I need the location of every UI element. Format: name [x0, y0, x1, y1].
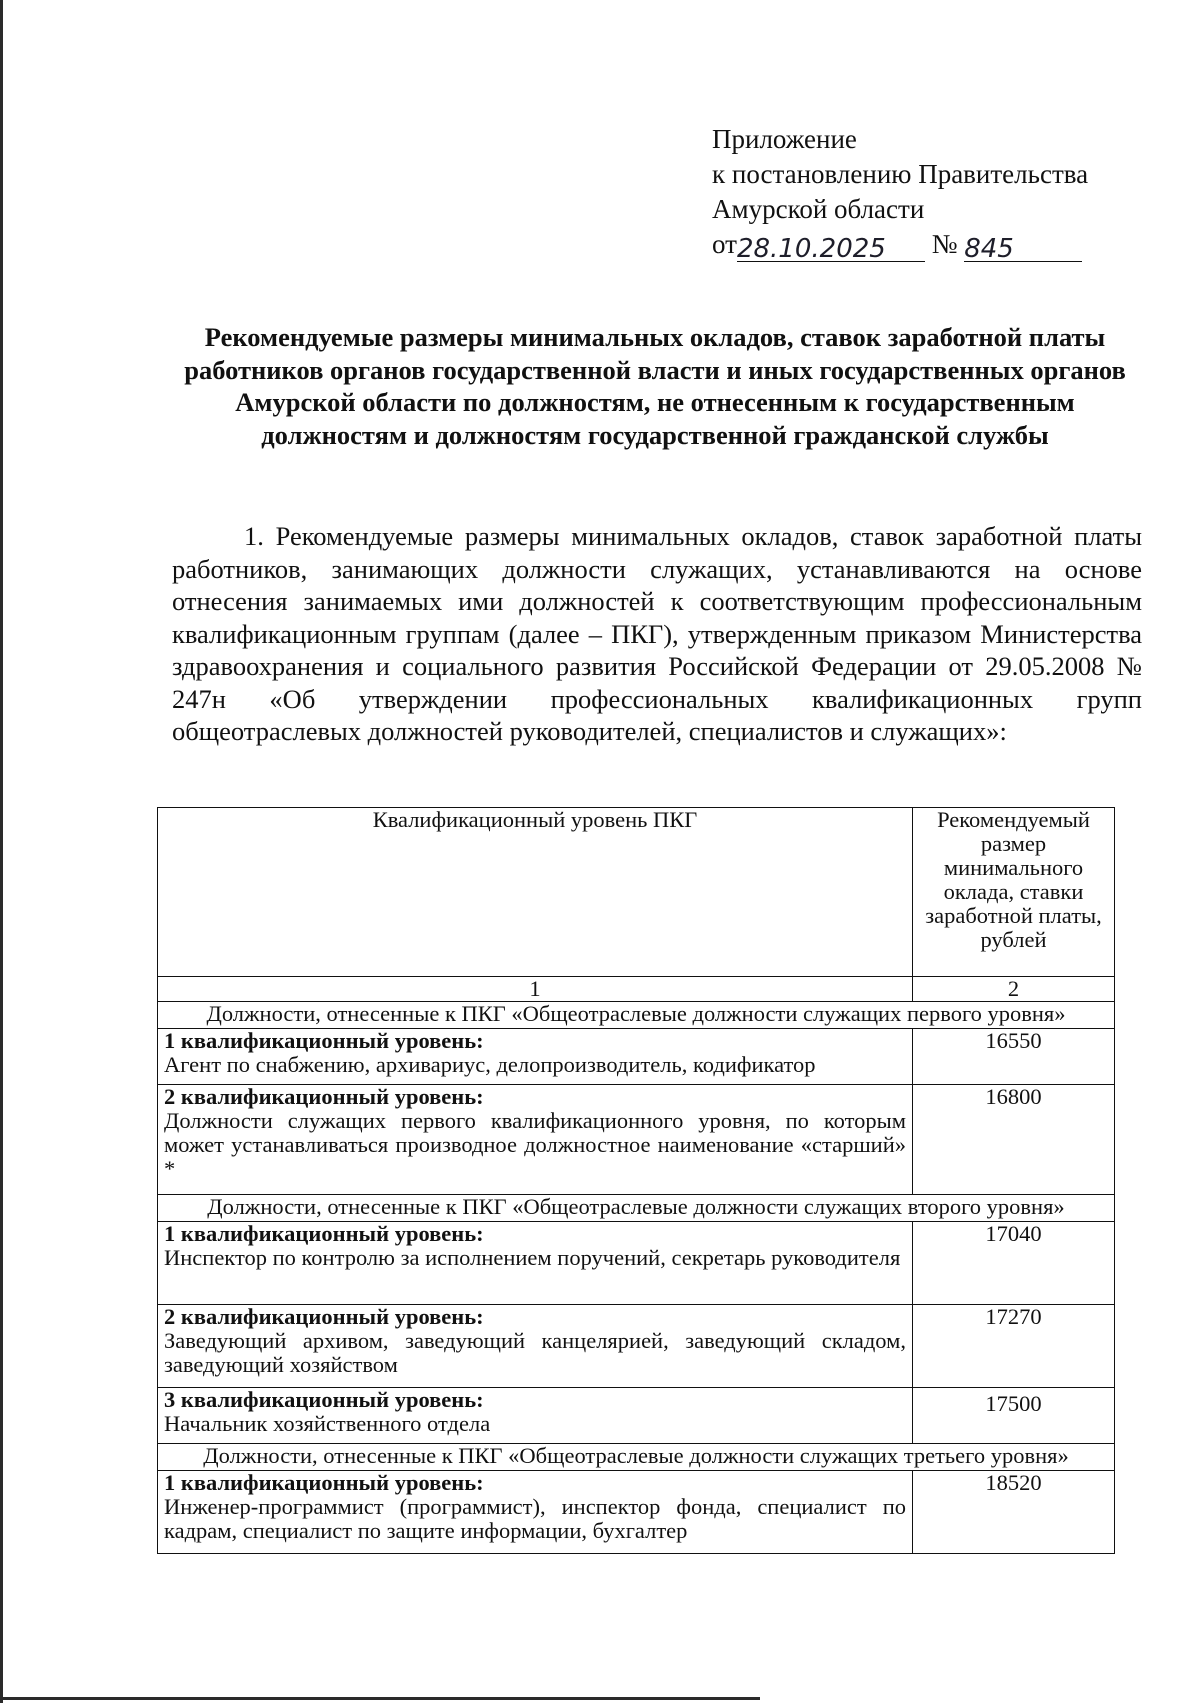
level-description: Агент по снабжению, архивариус, делопроизводитель, кодификатор	[164, 1052, 816, 1077]
date-number-line	[712, 227, 1088, 265]
level-description: Инженер-программист (программист), инспектор фонда, специалист по кадрам, специалист по защите информации, бухгалтер	[164, 1494, 906, 1543]
group-row	[158, 1195, 1115, 1222]
level-cell	[158, 1471, 913, 1554]
scan-edge-bottom	[0, 1697, 760, 1700]
level-label: 1 квалификационный уровень:	[164, 1470, 484, 1495]
document-title: Рекомендуемые размеры минимальных окладов, ставок заработной платы работников органов государственной власти и иных государственных органов Амурской области по должностям, не отнесенным к государственным должностям и должностям государственной гражданской службы	[184, 322, 1126, 450]
number-sign: №	[931, 229, 958, 259]
appendix-line-2: к постановлению Правительства	[712, 159, 1089, 189]
column-number-1: 1	[158, 977, 913, 1002]
group-row	[158, 1002, 1115, 1029]
group-title: Должности, отнесенные к ПКГ «Общеотраслевые должности служащих первого уровня»	[158, 1002, 1115, 1029]
salary-value: 17500	[913, 1388, 1115, 1444]
level-cell	[158, 1305, 913, 1388]
salary-table	[157, 807, 1115, 1554]
table-row	[158, 1388, 1115, 1444]
level-label: 3 квалификационный уровень:	[164, 1387, 484, 1412]
header-recommended-salary: Рекомендуемый размер минимального оклада, ставки заработной платы, рублей	[913, 808, 1115, 977]
level-description: Заведующий архивом, заведующий канцелярией, заведующий складом, заведующий хозяйством	[164, 1328, 906, 1377]
handwritten-date: 28.10.2025	[736, 234, 886, 264]
table-number-row	[158, 977, 1115, 1002]
salary-value: 18520	[913, 1471, 1115, 1554]
number-blank	[964, 231, 1082, 262]
table-row	[158, 1085, 1115, 1195]
level-description: Должности служащих первого квалификационного уровня, по которым может устанавливаться производное должностное наименование «старший» *	[164, 1108, 906, 1181]
level-description: Начальник хозяйственного отдела	[164, 1411, 491, 1436]
table-row	[158, 1029, 1115, 1085]
level-cell	[158, 1029, 913, 1085]
paragraph-1: 1. Рекомендуемые размеры минимальных окладов, ставок заработной платы работников, занимающих должности служащих, устанавливаются на основе отнесения занимаемых ими должностей к соответствующим профессиональным квалификационным группам (далее – ПКГ), утвержденным приказом Министерства здравоохранения и социального развития Российской Федерации от 29.05.2008 № 247н «Об утверждении профессиональных квалификационных групп общеотраслевых должностей руководителей, специалистов и служащих»:	[172, 521, 1142, 746]
salary-value: 16550	[913, 1029, 1115, 1085]
level-label: 1 квалификационный уровень:	[164, 1221, 484, 1246]
group-row	[158, 1444, 1115, 1471]
group-title: Должности, отнесенные к ПКГ «Общеотраслевые должности служащих второго уровня»	[158, 1195, 1115, 1222]
table-row	[158, 1222, 1115, 1305]
header-qualification-level: Квалификационный уровень ПКГ	[158, 808, 913, 977]
level-cell	[158, 1222, 913, 1305]
handwritten-number: 845	[964, 234, 1014, 264]
appendix-line-3: Амурской области	[712, 194, 925, 224]
appendix-line-1: Приложение	[712, 124, 857, 154]
appendix-header	[712, 122, 1088, 265]
table-row	[158, 1305, 1115, 1388]
level-cell	[158, 1388, 913, 1444]
salary-value: 17040	[913, 1222, 1115, 1305]
level-cell	[158, 1085, 913, 1195]
level-label: 2 квалификационный уровень:	[164, 1304, 484, 1329]
date-blank	[737, 231, 925, 262]
table-row	[158, 1471, 1115, 1554]
date-prefix: от	[712, 229, 737, 259]
level-label: 1 квалификационный уровень:	[164, 1028, 484, 1053]
salary-value: 17270	[913, 1305, 1115, 1388]
scan-edge-left	[0, 0, 3, 1703]
group-title: Должности, отнесенные к ПКГ «Общеотраслевые должности служащих третьего уровня»	[158, 1444, 1115, 1471]
salary-value: 16800	[913, 1085, 1115, 1195]
level-label: 2 квалификационный уровень:	[164, 1084, 484, 1109]
level-description: Инспектор по контролю за исполнением поручений, секретарь руководителя	[164, 1245, 901, 1270]
column-number-2: 2	[913, 977, 1115, 1002]
table-header-row	[158, 808, 1115, 977]
